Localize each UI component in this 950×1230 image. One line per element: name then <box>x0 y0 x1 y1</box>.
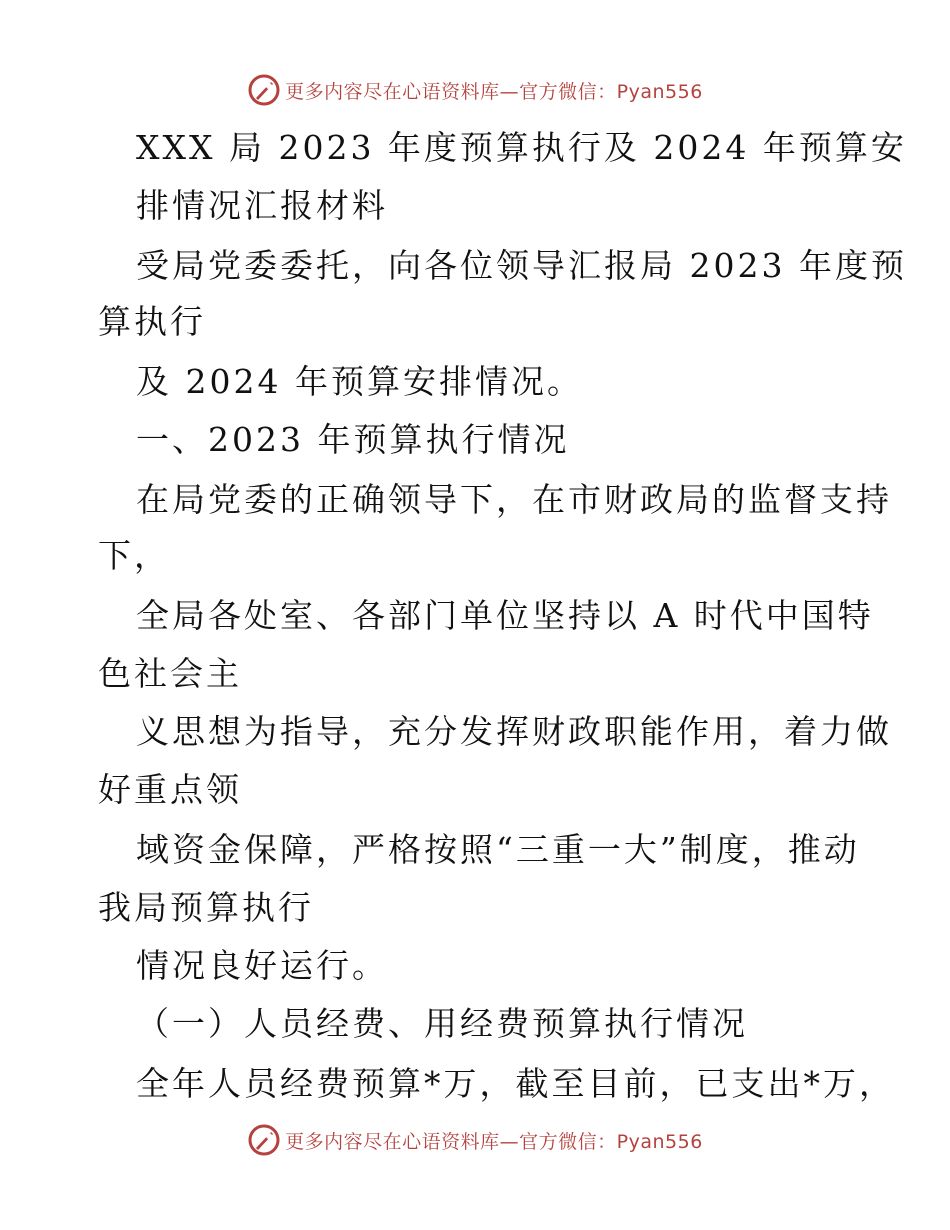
paragraph-line: 及 2024 年预算安排情况。 <box>136 362 583 401</box>
paragraph-line: 情况良好运行。 <box>136 946 388 985</box>
paragraph-line: 色社会主 <box>98 654 242 693</box>
paragraph-line: 下， <box>98 536 170 575</box>
title-line-2: 排情况汇报材料 <box>136 186 388 225</box>
paragraph-line: 全局各处室、各部门单位坚持以 A 时代中国特 <box>136 596 874 635</box>
quill-seal-icon <box>247 1123 281 1157</box>
subsection-heading: （一）人员经费、用经费预算执行情况 <box>136 1004 748 1043</box>
section-heading: 一、2023 年预算执行情况 <box>136 420 570 459</box>
paragraph-line: 受局党委委托，向各位领导汇报局 2023 年度预 <box>136 246 907 285</box>
paragraph-line: 好重点领 <box>98 770 242 809</box>
paragraph-line: 在局党委的正确领导下，在市财政局的监督支持 <box>136 480 892 519</box>
watermark-text: 更多内容尽在心语资料库—官方微信：Pyan556 <box>285 1130 703 1153</box>
title-line-1: XXX 局 2023 年度预算执行及 2024 年预算安 <box>136 128 907 167</box>
paragraph-line: 义思想为指导，充分发挥财政职能作用，着力做 <box>136 712 892 751</box>
watermark-text: 更多内容尽在心语资料库—官方微信：Pyan556 <box>285 80 703 103</box>
paragraph-line: 算执行 <box>98 302 206 341</box>
paragraph-line: 全年人员经费预算*万，截至目前，已支出*万， <box>136 1064 895 1103</box>
paragraph-line: 我局预算执行 <box>98 888 314 927</box>
paragraph-line: 域资金保障，严格按照“三重一大”制度，推动 <box>136 830 860 869</box>
watermark-footer <box>0 1120 950 1160</box>
